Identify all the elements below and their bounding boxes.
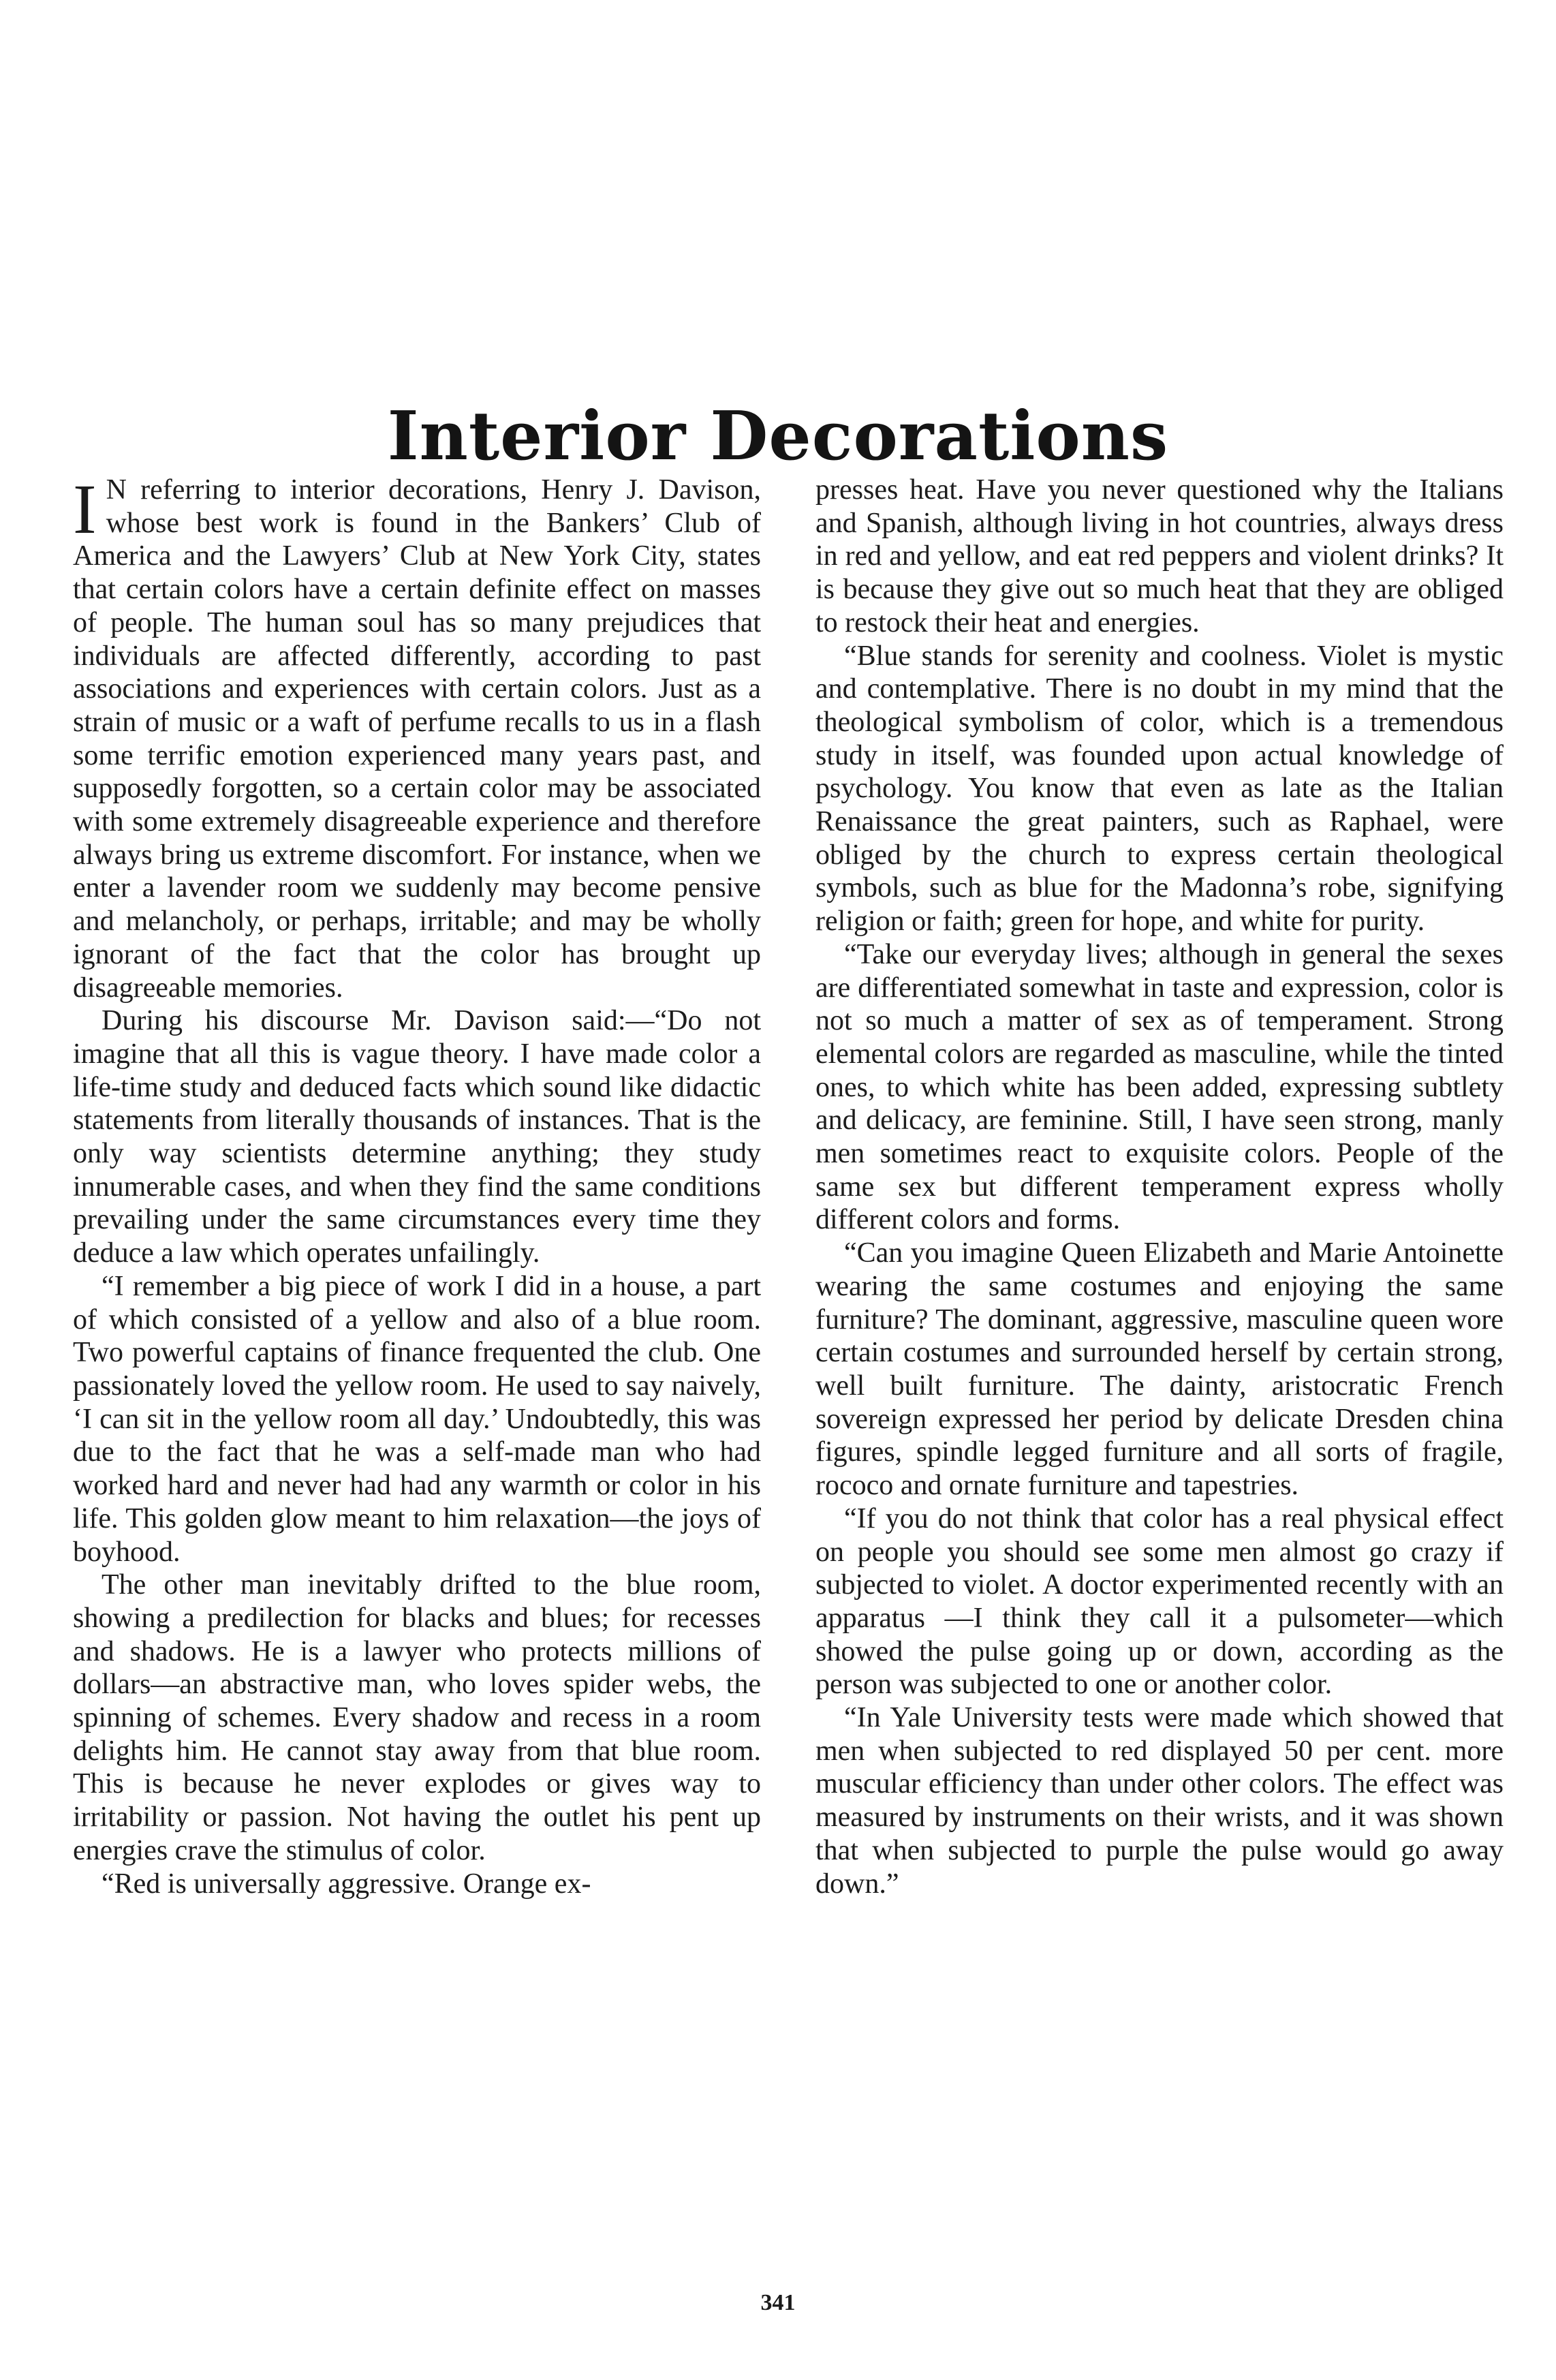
paragraph: “In Yale University tests were made which showed that men when subjected to red displayed 50 per cent. more muscular efficiency than under other colors. The effect was measured by instruments on their wrists, and it was shown that when subjected to purple the pulse would go away down.”: [815, 1702, 1504, 1900]
paragraph: During his discourse Mr. Davison said:—“Do not imagine that all this is vague theory. I have made color a life-time study and deduced facts which sound like didactic statements from literally thousands of instances. That is the only way scientists determine anything; they study innumerable cases, and when they find the same conditions prevailing under the same circumstances every time they deduce a law which operates unfailingly.: [73, 1005, 761, 1269]
right-column: [815, 474, 1504, 1900]
paragraph: [73, 470, 761, 1004]
paragraph: The other man inevitably drifted to the blue room, showing a predilection for blacks and blues; for recesses and shadows. He is a lawyer who protects millions of dollars—an abstractive man, who loves spider webs, the spinning of schemes. Every shadow and recess in a room delights him. He cannot stay away from that blue room. This is because he never explodes or gives way to irritability or passion. Not having the outlet his pent up energies crave the stimulus of color.: [73, 1569, 761, 1866]
paragraph-text: N referring to interior decorations, Henry J. Davison, whose best work is found in the Bankers’ Club of America and the Lawyers’ Club at New York City, states that certain colors have a certain definite effect on masses of people. The human soul has so many prejudices that individuals are affected differently, according to past associations and experiences with certain colors. Just as a strain of music or a waft of perfume recalls to us in a flash some terrific emotion experienced many years past, and supposedly forgotten, so a certain color may be associated with some extremely disagreeable experience and therefore always bring us extreme discomfort. For instance, when we enter a lavender room we suddenly may become pensive and melancholy, or perhaps, irritable; and may be wholly ignorant of the fact that the color has brought up disagreeable memories.: [73, 474, 761, 1004]
paragraph: “If you do not think that color has a real physical effect on people you should see some men almost go crazy if subjected to violet. A doctor experimented recently with an apparatus —I think they call it a pulsometer—which showed the pulse going up or down, according as the person was subjected to one or another color.: [815, 1502, 1504, 1701]
left-column: [73, 470, 761, 1900]
paragraph: “Blue stands for serenity and coolness. Violet is mystic and contemplative. There is no doubt in my mind that the theological symbolism of color, which is a tremendous study in itself, was founded upon actual knowledge of psychology. You know that even as late as the Italian Renaissance the great painters, such as Raphael, were obliged by the church to express certain theological symbols, such as blue for the Madonna’s robe, signifying religion or faith; green for hope, and white for purity.: [815, 640, 1504, 938]
page-title: Interior Decorations: [387, 397, 1169, 476]
paragraph: “I remember a big piece of work I did in a house, a part of which consisted of a yellow and also of a blue room. Two powerful captains of finance frequented the club. One passionately loved the yellow room. He used to say naively, ‘I can sit in the yellow room all day.’ Undoubtedly, this was due to the fact that he was a self-made man who had worked hard and never had had any warmth or color in his life. This golden glow meant to him relaxation—the joys of boyhood.: [73, 1270, 761, 1568]
paragraph: “Red is universally aggressive. Orange ex-: [102, 1868, 591, 1900]
paragraph: presses heat. Have you never questioned why the Italians and Spanish, although living in hot countries, always dress in red and yellow, and eat red peppers and violent drinks? It is because they give out so much heat that they are obliged to restock their heat and energies.: [815, 474, 1504, 638]
page-number: 341: [760, 2290, 796, 2315]
paragraph: “Take our everyday lives; although in general the sexes are differentiated somewhat in taste and expression, color is not so much a matter of sex as of temperament. Strong elemental colors are regarded as masculine, while the tinted ones, to which white has been added, expressing subtlety and delicacy, are feminine. Still, I have seen strong, manly men sometimes react to exquisite colors. People of the same sex but different temperament express wholly different colors and forms.: [815, 938, 1504, 1236]
drop-cap: I: [73, 470, 97, 548]
paragraph: “Can you imagine Queen Elizabeth and Marie Antoinette wearing the same costumes and enjoying the same furniture? The dominant, aggressive, masculine queen wore certain costumes and surrounded herself by certain strong, well built furniture. The dainty, aristocratic French sovereign expressed her period by delicate Dresden china figures, spindle legged furniture and all sorts of fragile, rococo and ornate furniture and tapestries.: [815, 1237, 1504, 1502]
